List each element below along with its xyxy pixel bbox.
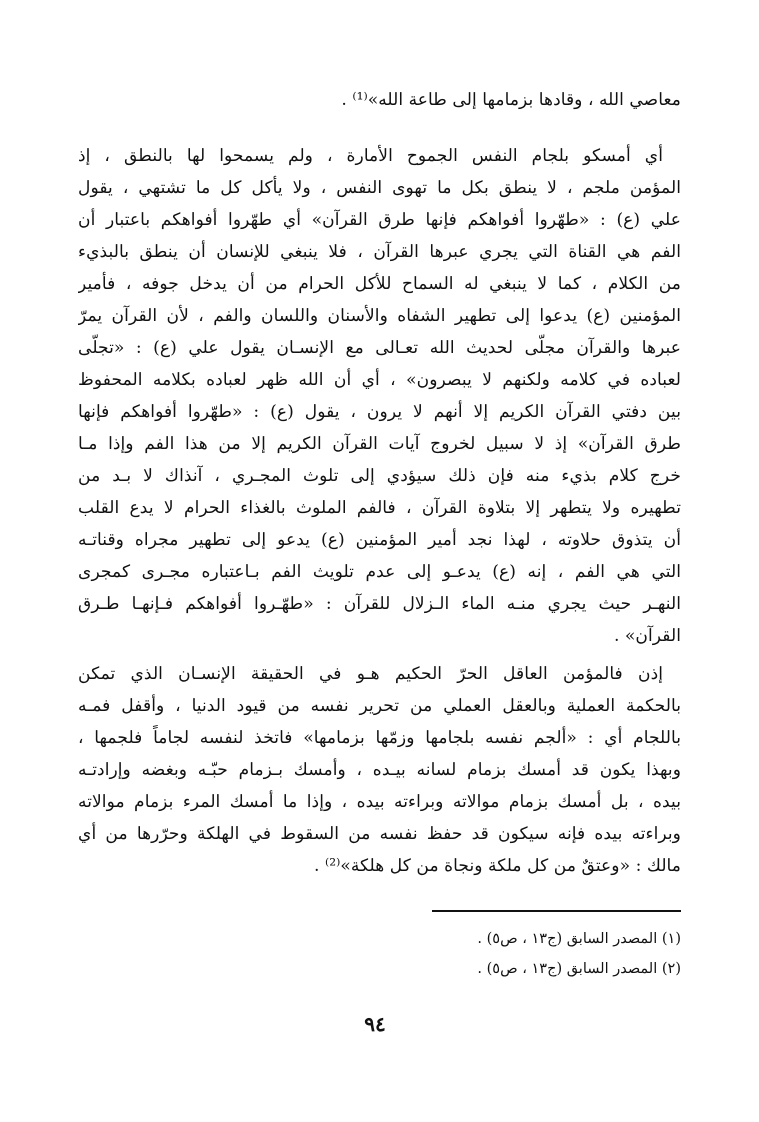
- text-line: عبرها والقرآن مجلّى لحديث الله تعـالى مع الإنسـان يقول علي (ع) : «تجلّى: [78, 338, 681, 358]
- footnote-2: (٢) المصدر السابق (ج١٣ ، ص٥) .: [477, 961, 681, 977]
- text-line: من الكلام ، كما لا ينبغي له السماح للأكل الحرام من أن يدخل جوفه ، فأمير: [78, 274, 681, 294]
- text-line: أن يتذوق حلاوته ، لهذا نجد أمير المؤمنين (ع) يدعو إلى تطهير مجراه وقناتـه: [78, 530, 681, 550]
- text-line: الفم هي القناة التي يجري عبرها القرآن ، فلا ينبغي للإنسان أن ينطق بالبذيء: [78, 242, 681, 262]
- page-number: ٩٤: [364, 1012, 386, 1036]
- text-line: مالك : «وعتقٌ من كل ملكة ونجاة من كل هلكة»⁽²⁾ .: [314, 856, 681, 876]
- footnotes: [260, 924, 681, 984]
- text-line: بالحكمة العملية وبالعقل العملي من تحرير نفسه من قيود الدنيا ، وأقفل فمـه: [78, 696, 681, 716]
- paragraph-mouth-purification: [78, 140, 681, 652]
- text-line: إذن فالمؤمن العاقل الحرّ الحكيم هـو في الحقيقة الإنسـان الذي تمكن: [78, 664, 663, 684]
- text-line: معاصي الله ، وقادها بزمامها إلى طاعة الله»⁽¹⁾ .: [341, 90, 681, 110]
- text-line: تطهيره ولا يتطهر إلا بتلاوة القرآن ، فالفم الملوث بالغذاء الحرام لا يدع القلب: [78, 498, 681, 518]
- footnote-divider: [432, 910, 681, 912]
- text-line: علي (ع) : «طهّروا أفواهكم فإنها طرق القرآن» أي طهّروا أفواهكم باعتبار أن: [78, 210, 681, 230]
- text-line: أي أمسكو بلجام النفس الجموح الأمارة ، ولم يسمحوا لها بالنطق ، إذ: [78, 146, 663, 166]
- text-line: بين دفتي القرآن الكريم إلا أنهم لا يرون ، يقول (ع) : «طهّروا أفواهكم فإنها: [78, 402, 681, 422]
- text-line: باللجام أي : «ألجم نفسه بلجامها وزمّها بزمامها» فاتخذ لنفسه لجاماً فلجمها ،: [78, 728, 681, 748]
- footnote-1: (١) المصدر السابق (ج١٣ ، ص٥) .: [477, 931, 681, 947]
- text-line: وبراءته بيده فإنه سيكون قد حفظ نفسه من السقوط في الهلكة وحرّرها من أي: [78, 824, 681, 844]
- paragraph-wise-believer: [78, 658, 681, 882]
- text-line: المؤمن ملجم ، لا ينطق بكل ما تهوى النفس ، ولا يأكل كل ما تشتهي ، يقول: [78, 178, 681, 198]
- text-line: خرج كلام بذيء منه فإن ذلك سيؤدي إلى تلوث المجـري ، آنذاك لا بـد من: [78, 466, 681, 486]
- text-line: طرق القرآن» إذ لا سبيل لخروج آيات القرآن الكريم إلا من هذا الفم وإذا مـا: [78, 434, 681, 454]
- text-line: القرآن» .: [613, 626, 681, 646]
- text-line: التي هي الفم ، إنه (ع) يدعـو إلى عدم تلويث الفم بـاعتباره مجـرى كمجرى: [78, 562, 681, 582]
- text-line: وبهذا يكون قد أمسك بزمام لسانه بيـده ، وأمسك بـزمام حبّـه وبغضه وإرادتـه: [78, 760, 681, 780]
- text-line: بيده ، بل أمسك بزمام موالاته وبراءته بيده ، وإذا ما أمسك المرء بزمام موالاته: [78, 792, 681, 812]
- paragraph-continuation: [78, 84, 681, 116]
- text-line: لعباده في كلامه ولكنهم لا يبصرون» ، أي أن الله ظهر لعباده بكلامه المحفوظ: [78, 370, 681, 390]
- text-line: النهـر حيث يجري منـه الماء الـزلال للقرآن : «طهّـروا أفواهكم فـإنهـا طـرق: [78, 594, 681, 614]
- text-line: المؤمنين (ع) يدعوا إلى تطهير الشفاه والأسنان واللسان والفم ، لأن القرآن يمرّ: [78, 306, 681, 326]
